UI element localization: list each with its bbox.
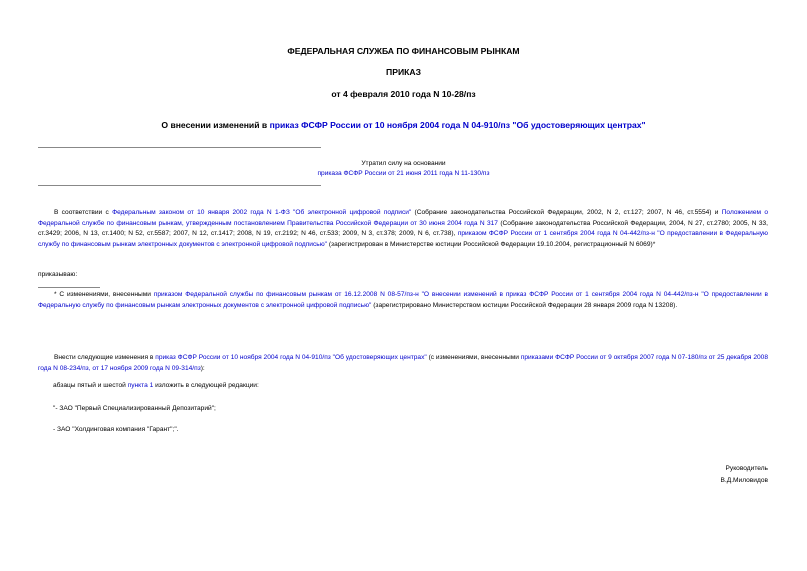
preamble-text-4: (зарегистрирован в Министерстве юстиции Российской Федерации 19.10.2004, регистрационный N 6069)*: [327, 240, 656, 248]
amending-orders-link[interactable]: приказами ФСФР России от 9 октября 2007 года N 07-180/пз от 25 декабря 2008 года N 08-234/пз, от 17 ноября 2009 года N 09-314/пз: [38, 354, 768, 372]
item-text-1: абзацы пятый и шестой: [53, 382, 128, 389]
quoted-line-2: - ЗАО "Холдинговая компания "Гарант";".: [53, 426, 179, 433]
preamble-text-3: (Собрание законодательства Российской Федерации, 2004, N 27, ст.2780; 2005, N 33, ст.3429; 2006, N 13, ст.1400; N 52, ст.5587; 2007, N 12, ст.1417; 2008, N 19, ст.2192; N 46, ст.533; 2009, N 3, ст.378; 2009, N 6, ст.738),: [38, 219, 768, 237]
preamble-text-2: (Собрание законодательства Российской Федерации, 2002, N 2, ст.127; 2007, N 46, ст.5554) и: [411, 209, 722, 216]
footnote-order-link[interactable]: приказом Федеральной службы по финансовым рынкам от 16.12.2008 N 08-57/пз-н "О внесении изменений в приказ ФСФР России от 1 сентября 2004 года N 04-442/пз-н "О предоставлении в Федеральную службу по финансовым рынкам электронных документов с электронной цифровой подписью": [38, 291, 768, 309]
divider-top: [38, 147, 321, 148]
document-date-number: от 4 февраля 2010 года N 10-28/пз: [331, 89, 476, 99]
footnote-paragraph: [38, 290, 768, 311]
fsfr-order-link[interactable]: приказом ФСФР России от 1 сентября 2004 года N 04-442/пз-н "О предоставлении в Федеральную службу по финансовым рынкам электронных документов с электронной цифровой подписью": [38, 230, 768, 248]
signature-role: Руководитель: [725, 465, 768, 472]
amendment-item: [53, 381, 259, 391]
preamble-text-1: В соответствии с: [54, 209, 113, 216]
order-word: приказываю:: [38, 271, 78, 278]
title-order-link[interactable]: приказ ФСФР России от 10 ноября 2004 года N 04-910/пз "Об удостоверяющих центрах": [269, 120, 646, 130]
regulation-link[interactable]: Положением о Федеральной службе по финансовым рынкам, утвержденным постановлением Правительства Российской Федерации от 30 июня 2004 года N 317: [38, 209, 768, 227]
status-note-link[interactable]: приказа ФСФР России от 21 июня 2011 года N 11-130/пз: [317, 170, 490, 177]
body-text-2: (с изменениями, внесенными: [426, 354, 521, 361]
signature-name: В.Д.Миловидов: [720, 477, 768, 484]
agency-name: ФЕДЕРАЛЬНАЯ СЛУЖБА ПО ФИНАНСОВЫМ РЫНКАМ: [287, 46, 520, 56]
quoted-line-1: "- ЗАО "Первый Специализированный Депозитарий";: [53, 405, 216, 412]
status-note-line1: Утратил силу на основании: [361, 160, 446, 167]
document-title: [0, 120, 807, 131]
body-text-3: ):: [200, 364, 205, 372]
divider-bottom: [38, 185, 321, 186]
federal-law-link[interactable]: Федеральным законом от 10 января 2002 года N 1-ФЗ "Об электронной цифровой подписи": [112, 209, 412, 216]
item-text-2: изложить в следующей редакции:: [153, 382, 259, 389]
title-text: О внесении изменений в: [161, 120, 270, 130]
footnote-text-1: * С изменениями, внесенными: [54, 291, 154, 298]
footnote-text-2: (зарегистрировано Министерством юстиции Российской Федерации 28 января 2009 года N 13208).: [371, 301, 678, 309]
document-type: ПРИКАЗ: [386, 67, 421, 77]
clause-1-link[interactable]: пункта 1: [127, 382, 154, 389]
preamble-paragraph: [38, 208, 768, 250]
footnote-divider: [38, 287, 100, 288]
body-order-link[interactable]: приказ ФСФР России от 10 ноября 2004 года N 04-910/пз "Об удостоверяющих центрах": [155, 354, 427, 361]
body-paragraph: [38, 353, 768, 374]
body-text-1: Внести следующие изменения в: [54, 354, 156, 361]
